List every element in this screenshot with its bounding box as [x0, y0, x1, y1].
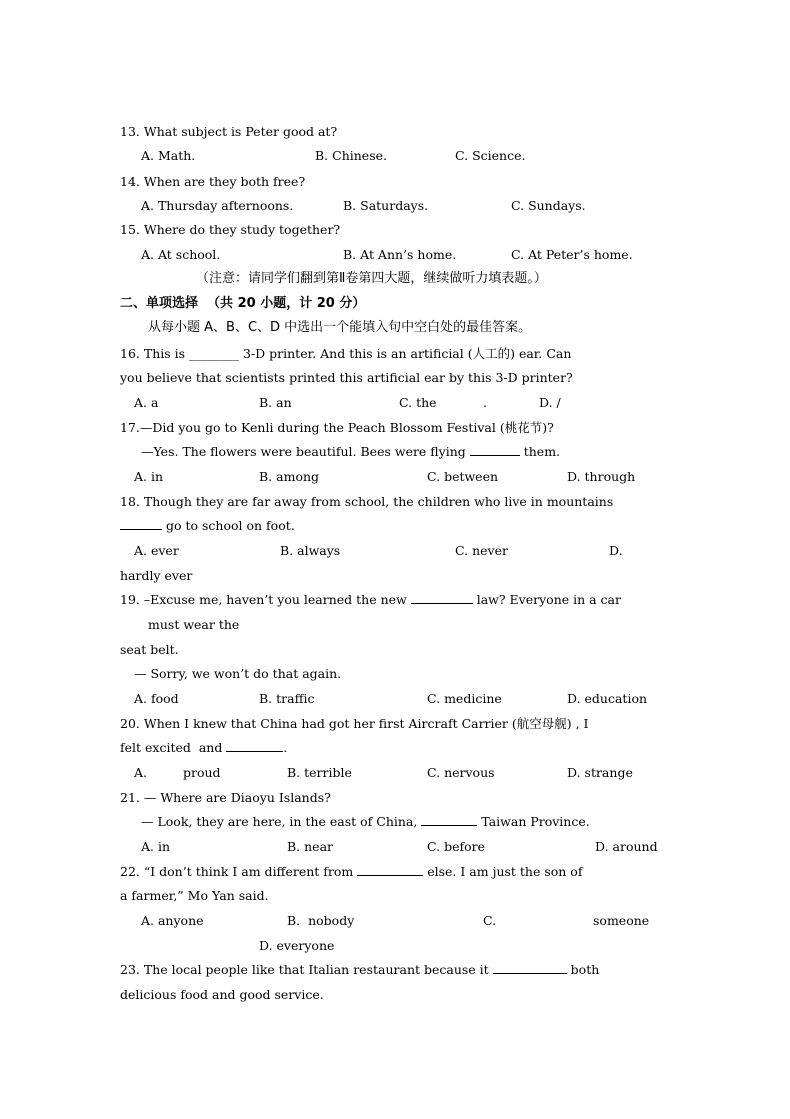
question-13-option-a: A. Math. [141, 148, 196, 163]
question-22-line-1-end: else. I am just the son of [427, 864, 583, 879]
question-16-line-2: you believe that scientists printed this artificial ear by this 3-D printer? [120, 370, 573, 385]
question-17-option-d: D. through [567, 469, 636, 484]
question-20-option-a-letter: A. [134, 765, 148, 780]
question-17-line-2-start: —Yes. The flowers were beautiful. Bees were flying [141, 444, 466, 459]
question-18-option-c: C. never [455, 543, 508, 558]
question-13-option-c: C. Science. [455, 148, 526, 163]
answer-blank [411, 592, 473, 604]
question-16-option-c: C. the [399, 395, 437, 410]
question-18-option-b: B. always [280, 543, 341, 558]
question-17-option-a: A. in [134, 469, 164, 484]
answer-blank [421, 814, 477, 826]
question-15-option-c: C. At Peter’s home. [511, 247, 633, 262]
question-18-line-2 [120, 518, 295, 534]
stray-dot: . [483, 395, 487, 410]
question-18-option-a: A. ever [134, 543, 179, 558]
question-21-option-b: B. near [287, 839, 334, 854]
question-16-option-b: B. an [259, 395, 292, 410]
question-19-line-4: — Sorry, we won’t do that again. [134, 666, 342, 681]
question-20-line-2-start: felt excited and [120, 740, 223, 755]
question-19-option-c: C. medicine [427, 691, 502, 706]
question-20-option-c: C. nervous [427, 765, 495, 780]
question-15-stem: 15. Where do they study together? [120, 222, 341, 237]
question-17-option-c: C. between [427, 469, 499, 484]
question-21-line-2-start: — Look, they are here, in the east of China, [141, 814, 418, 829]
answer-blank [226, 740, 283, 752]
question-22-line-1-start: 22. “I don’t think I am different from [120, 864, 354, 879]
question-20-line-2-end: . [283, 740, 288, 755]
question-14-option-c: C. Sundays. [511, 198, 586, 213]
question-21-line-2 [141, 814, 590, 830]
question-20-option-d: D. strange [567, 765, 633, 780]
question-13-stem: 13. What subject is Peter good at? [120, 124, 338, 139]
listening-notice: （注意：请同学们翻到第Ⅱ卷第四大题，继续做听力填表题。） [196, 271, 547, 286]
question-18-option-d-text: hardly ever [120, 568, 193, 583]
question-14-option-a: A. Thursday afternoons. [141, 198, 294, 213]
question-18-option-d: D. [609, 543, 623, 558]
answer-blank [470, 444, 520, 456]
question-22-option-a: A. anyone [141, 913, 204, 928]
question-23-line-2: delicious food and good service. [120, 987, 324, 1002]
question-19-line-1-start: 19. –Excuse me, haven’t you learned the new [120, 592, 407, 607]
question-22-option-b: B. nobody [287, 913, 355, 928]
question-14-option-b: B. Saturdays. [343, 198, 429, 213]
question-19-line-1-end: law? Everyone in a car [476, 592, 621, 607]
question-23-line-1-end: both [570, 962, 600, 977]
question-13-option-b: B. Chinese. [315, 148, 387, 163]
section-2-instruction: 从每小题 A、B、C、D 中选出一个能填入句中空白处的最佳答案。 [148, 320, 532, 335]
question-17-line-2-end: them. [523, 444, 561, 459]
answer-blank [120, 518, 162, 530]
question-17-option-b: B. among [259, 469, 320, 484]
question-16-line-1: 16. This is ________ 3-D printer. And this is an artificial (人工的) ear. Can [120, 346, 572, 361]
question-19-line-3: seat belt. [120, 642, 179, 657]
question-21-option-c: C. before [427, 839, 485, 854]
answer-blank [357, 864, 423, 876]
question-14-stem: 14. When are they both free? [120, 174, 306, 189]
question-22-line-2: a farmer,” Mo Yan said. [120, 888, 269, 903]
question-19-option-a: A. food [134, 691, 179, 706]
question-21-option-d: D. around [595, 839, 658, 854]
question-22-option-c-letter: C. [483, 913, 497, 928]
question-20-line-2 [120, 740, 287, 756]
question-19-option-d: D. education [567, 691, 648, 706]
question-17-line-1: 17.—Did you go to Kenli during the Peach Blossom Festival (桃花节)? [120, 420, 554, 435]
question-17-line-2 [141, 444, 560, 460]
question-21-line-1: 21. — Where are Diaoyu Islands? [120, 790, 331, 805]
question-21-option-a: A. in [141, 839, 171, 854]
question-20-line-1: 20. When I knew that China had got her first Aircraft Carrier (航空母舰) , I [120, 716, 589, 731]
question-22-line-1 [120, 864, 582, 880]
question-19-line-2: must wear the [148, 617, 240, 632]
question-23-line-1 [120, 962, 599, 978]
question-22-option-d: D. everyone [259, 938, 335, 953]
question-20-option-b: B. terrible [287, 765, 352, 780]
question-19-option-b: B. traffic [259, 691, 315, 706]
section-2-title: 二、单项选择 （共 20 小题，计 20 分） [120, 296, 366, 311]
question-21-line-2-end: Taiwan Province. [481, 814, 590, 829]
question-15-option-b: B. At Ann’s home. [343, 247, 457, 262]
question-18-line-1: 18. Though they are far away from school, the children who live in mountains [120, 494, 614, 509]
question-20-option-a-word: proud [183, 765, 221, 780]
question-23-line-1-start: 23. The local people like that Italian restaurant because it [120, 962, 489, 977]
question-18-line-2-end: go to school on foot. [165, 518, 295, 533]
question-16-option-d: D. / [539, 395, 561, 410]
question-19-line-1 [120, 592, 621, 608]
question-15-option-a: A. At school. [141, 247, 221, 262]
question-16-option-a: A. a [134, 395, 159, 410]
question-22-option-c-word: someone [593, 913, 650, 928]
answer-blank [493, 962, 567, 974]
